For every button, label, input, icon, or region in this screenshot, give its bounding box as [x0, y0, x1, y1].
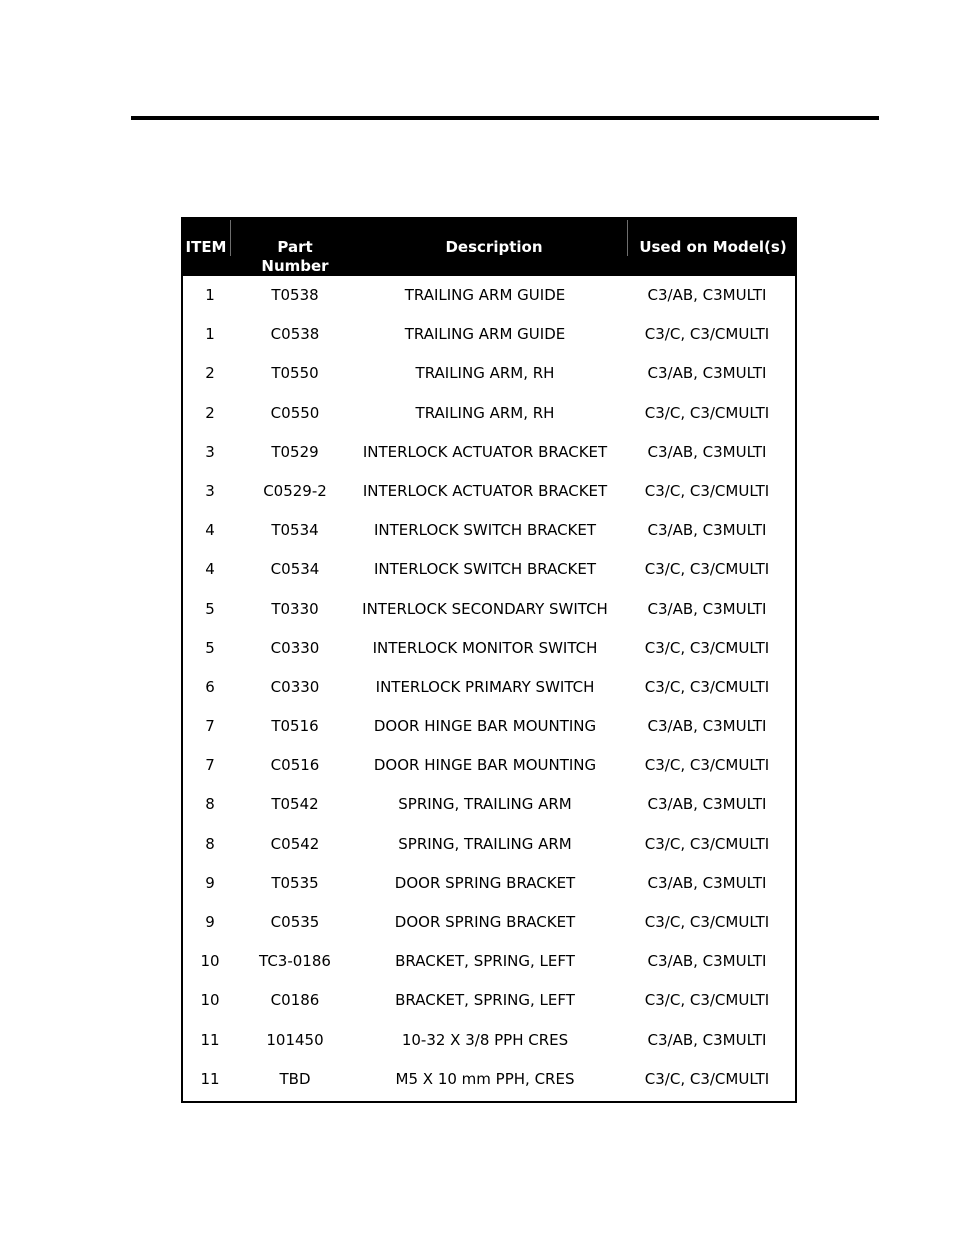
description-cell: 10-32 X 3/8 PPH CRES [401, 1030, 569, 1049]
part-number-cell: C0538 [270, 325, 320, 344]
table-row [181, 707, 797, 746]
used-on-cell: C3/C, C3/CMULTI [644, 991, 770, 1010]
description-cell: INTERLOCK SECONDARY SWITCH [362, 599, 608, 618]
item-cell: 3 [205, 442, 215, 461]
item-cell: 4 [205, 560, 215, 579]
header-part-number [231, 217, 359, 276]
description-cell: SPRING, TRAILING ARM [398, 795, 572, 814]
used-on-cell: C3/AB, C3MULTI [647, 599, 767, 618]
table-row [181, 785, 797, 824]
used-on-cell: C3/C, C3/CMULTI [644, 560, 770, 579]
description-cell: INTERLOCK PRIMARY SWITCH [375, 677, 595, 696]
part-number-cell: C0535 [270, 913, 320, 931]
header-part-line2: Number [261, 257, 329, 275]
table-row [181, 981, 797, 1020]
used-on-cell: C3/C, C3/CMULTI [644, 677, 770, 696]
part-number-cell: T0535 [271, 873, 319, 892]
used-on-cell: C3/AB, C3MULTI [647, 286, 767, 304]
part-number-cell: 101450 [266, 1030, 324, 1049]
part-number-cell: C0534 [270, 560, 320, 579]
table-row [181, 590, 797, 629]
used-on-cell: C3/AB, C3MULTI [647, 521, 767, 540]
table-row [181, 394, 797, 433]
item-cell: 8 [205, 834, 215, 853]
description-cell: TRAILING ARM, RH [415, 364, 555, 383]
item-cell: 1 [205, 325, 215, 344]
description-cell: INTERLOCK SWITCH BRACKET [373, 521, 597, 540]
table-body [181, 276, 797, 1099]
table-row [181, 276, 797, 315]
item-cell: 2 [205, 364, 215, 383]
part-number-cell: T0534 [271, 521, 319, 540]
used-on-cell: C3/AB, C3MULTI [647, 1030, 767, 1049]
item-cell: 11 [200, 1030, 220, 1049]
used-on-cell: C3/C, C3/CMULTI [644, 325, 770, 344]
table-row [181, 550, 797, 589]
part-number-cell: TBD [279, 1069, 311, 1088]
used-on-cell: C3/AB, C3MULTI [647, 442, 767, 461]
item-cell: 11 [200, 1069, 220, 1088]
table-row [181, 825, 797, 864]
part-number-cell: C0529-2 [263, 481, 327, 500]
description-cell: INTERLOCK ACTUATOR BRACKET [362, 481, 608, 500]
table-row [181, 746, 797, 785]
description-cell: TRAILING ARM GUIDE [404, 286, 566, 304]
description-cell: TRAILING ARM GUIDE [404, 325, 566, 344]
item-cell: 2 [205, 403, 215, 422]
description-cell: DOOR HINGE BAR MOUNTING [373, 756, 597, 775]
part-number-cell: T0529 [271, 442, 319, 461]
description-cell: M5 X 10 mm PPH, CRES [395, 1069, 575, 1088]
part-number-cell: TC3-0186 [259, 952, 331, 971]
description-cell: INTERLOCK MONITOR SWITCH [372, 638, 598, 657]
used-on-cell: C3/C, C3/CMULTI [644, 481, 770, 500]
part-number-cell: C0516 [270, 756, 320, 775]
table-row [181, 1060, 797, 1099]
part-number-cell: T0542 [271, 795, 319, 814]
part-number-cell: C0330 [270, 638, 320, 657]
item-cell: 10 [200, 991, 220, 1010]
used-on-cell: C3/AB, C3MULTI [647, 952, 767, 971]
description-cell: INTERLOCK SWITCH BRACKET [373, 560, 597, 579]
used-on-cell: C3/C, C3/CMULTI [644, 638, 770, 657]
item-cell: 6 [205, 677, 215, 696]
used-on-cell: C3/C, C3/CMULTI [644, 913, 770, 931]
item-cell: 5 [205, 638, 215, 657]
table-row [181, 668, 797, 707]
table-row [181, 511, 797, 550]
header-part-line1: Part [277, 238, 313, 256]
table-row [181, 1021, 797, 1060]
description-cell: DOOR SPRING BRACKET [394, 873, 576, 892]
item-cell: 9 [205, 913, 215, 931]
description-cell: TRAILING ARM, RH [415, 403, 555, 422]
table-row [181, 942, 797, 981]
part-number-cell: T0538 [271, 286, 319, 304]
item-cell: 4 [205, 521, 215, 540]
header-description: Description [445, 238, 543, 256]
table-row [181, 903, 797, 942]
table-row [181, 433, 797, 472]
item-cell: 3 [205, 481, 215, 500]
item-cell: 10 [200, 952, 220, 971]
used-on-cell: C3/AB, C3MULTI [647, 795, 767, 814]
used-on-cell: C3/C, C3/CMULTI [644, 1069, 770, 1088]
table-row [181, 864, 797, 903]
item-cell: 8 [205, 795, 215, 814]
description-cell: DOOR HINGE BAR MOUNTING [373, 717, 597, 736]
item-cell: 5 [205, 599, 215, 618]
used-on-cell: C3/C, C3/CMULTI [644, 756, 770, 775]
description-cell: INTERLOCK ACTUATOR BRACKET [362, 442, 608, 461]
page-top-rule [131, 116, 879, 120]
item-cell: 7 [205, 756, 215, 775]
used-on-cell: C3/AB, C3MULTI [647, 717, 767, 736]
part-number-cell: C0550 [270, 403, 320, 422]
header-item: ITEM [185, 238, 227, 256]
part-number-cell: T0550 [271, 364, 319, 383]
part-number-cell: C0330 [270, 677, 320, 696]
table-row [181, 472, 797, 511]
table-header [181, 217, 797, 276]
table-row [181, 629, 797, 668]
part-number-cell: C0542 [270, 834, 320, 853]
used-on-cell: C3/AB, C3MULTI [647, 873, 767, 892]
part-number-cell: T0330 [271, 599, 319, 618]
item-cell: 7 [205, 717, 215, 736]
part-number-cell: C0186 [270, 991, 320, 1010]
part-number-cell: T0516 [271, 717, 319, 736]
used-on-cell: C3/AB, C3MULTI [647, 364, 767, 383]
description-cell: BRACKET, SPRING, LEFT [395, 991, 575, 1010]
parts-list-table [181, 217, 797, 1103]
description-cell: DOOR SPRING BRACKET [394, 913, 576, 931]
table-row [181, 315, 797, 354]
header-used-on-models: Used on Model(s) [639, 238, 787, 256]
item-cell: 9 [205, 873, 215, 892]
used-on-cell: C3/C, C3/CMULTI [644, 403, 770, 422]
used-on-cell: C3/C, C3/CMULTI [644, 834, 770, 853]
description-cell: SPRING, TRAILING ARM [398, 834, 572, 853]
table-row [181, 354, 797, 393]
description-cell: BRACKET, SPRING, LEFT [395, 952, 575, 971]
header-divider [627, 220, 628, 256]
item-cell: 1 [205, 286, 215, 304]
